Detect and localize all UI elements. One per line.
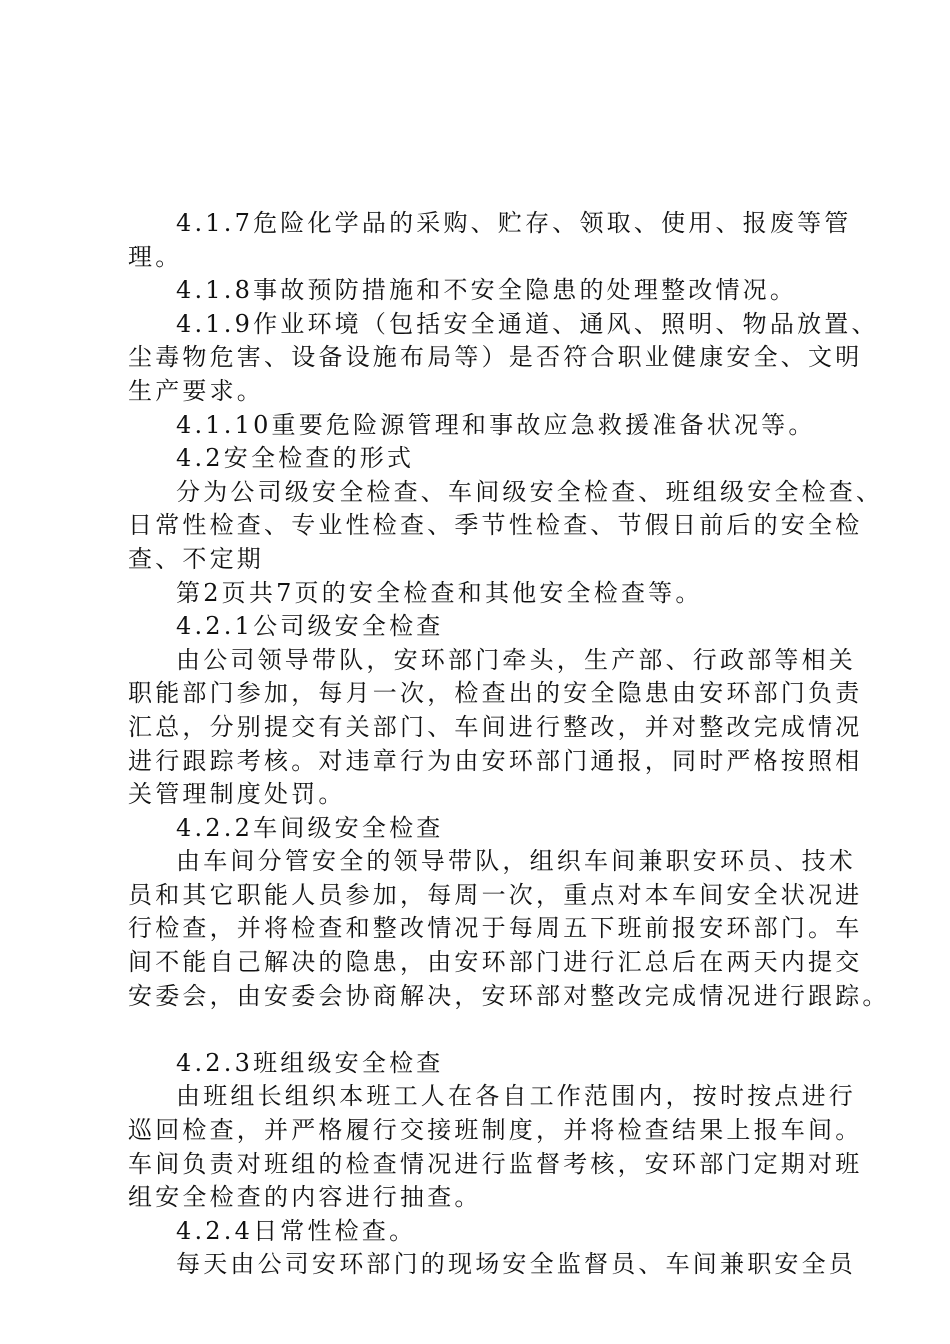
section-4-2-4-heading: 4.2.4日常性检查。 — [176, 1216, 417, 1245]
section-4-2-line-1: 分为公司级安全检查、车间级安全检查、班组级安全检查、 — [176, 477, 884, 506]
section-4-2-1-line-3: 汇总，分别提交有关部门、车间进行整改，并对整改完成情况 — [128, 712, 863, 741]
clause-4-1-10: 4.1.10重要危险源管理和事故应急救援准备状况等。 — [176, 410, 816, 439]
section-4-2-3-line-3: 车间负责对班组的检查情况进行监督考核，安环部门定期对班 — [128, 1149, 863, 1178]
section-4-2-1-heading: 4.2.1公司级安全检查 — [176, 612, 444, 641]
section-4-2-2-line-4: 间不能自己解决的隐患，由安环部门进行汇总后在两天内提交 — [128, 948, 863, 977]
clause-4-1-9-line-1: 4.1.9作业环境（包括安全通道、通风、照明、物品放置、 — [176, 309, 879, 338]
section-4-2-heading: 4.2安全检查的形式 — [176, 444, 415, 473]
section-4-2-1-line-1: 由公司领导带队，安环部门牵头，生产部、行政部等相关 — [176, 645, 856, 674]
section-4-2-2-line-1: 由车间分管安全的领导带队，组织车间兼职安环员、技术 — [176, 847, 856, 876]
section-4-2-line-3: 查、不定期 — [128, 544, 264, 573]
document-body — [128, 207, 890, 1282]
section-4-2-3-line-4: 组安全检查的内容进行抽查。 — [128, 1183, 482, 1212]
section-4-2-4-line-1: 每天由公司安环部门的现场安全监督员、车间兼职安全员 — [176, 1250, 856, 1279]
section-4-2-1-line-4: 进行跟踪考核。对违章行为由安环部门通报，同时严格按照相 — [128, 746, 863, 775]
clause-4-1-7-line-2: 理。 — [128, 242, 183, 271]
section-4-2-2-line-2: 员和其它职能人员参加，每周一次，重点对本车间安全状况进 — [128, 880, 863, 909]
section-4-2-3-line-2: 巡回检查，并严格履行交接班制度，并将检查结果上报车间。 — [128, 1116, 863, 1145]
section-4-2-3-heading: 4.2.3班组级安全检查 — [176, 1048, 444, 1077]
section-4-2-1-line-5: 关管理制度处罚。 — [128, 780, 346, 809]
section-4-2-3-line-1: 由班组长组织本班工人在各自工作范围内，按时按点进行 — [176, 1082, 856, 1111]
section-4-2-2-heading: 4.2.2车间级安全检查 — [176, 813, 444, 842]
section-4-2-2-line-5: 安委会，由安委会协商解决，安环部对整改完成情况进行跟踪。 — [128, 981, 890, 1010]
clause-4-1-9-line-2: 尘毒物危害、设备设施布局等）是否符合职业健康安全、文明 — [128, 343, 863, 372]
blank-line — [128, 1013, 838, 1047]
clause-4-1-8: 4.1.8事故预防措施和不安全隐患的处理整改情况。 — [176, 276, 798, 305]
clause-4-1-9-line-3: 生产要求。 — [128, 376, 264, 405]
clause-4-1-7-line-1: 4.1.7危险化学品的采购、贮存、领取、使用、报废等管 — [176, 209, 852, 237]
section-4-2-line-2: 日常性检查、专业性检查、季节性检查、节假日前后的安全检 — [128, 511, 863, 540]
section-4-2-2-line-3: 行检查，并将检查和整改情况于每周五下班前报安环部门。车 — [128, 914, 863, 943]
section-4-2-1-line-2: 职能部门参加，每月一次，检查出的安全隐患由安环部门负责 — [128, 679, 863, 708]
page-footer-continuation: 第2页共7页的安全检查和其他安全检查等。 — [176, 578, 703, 607]
